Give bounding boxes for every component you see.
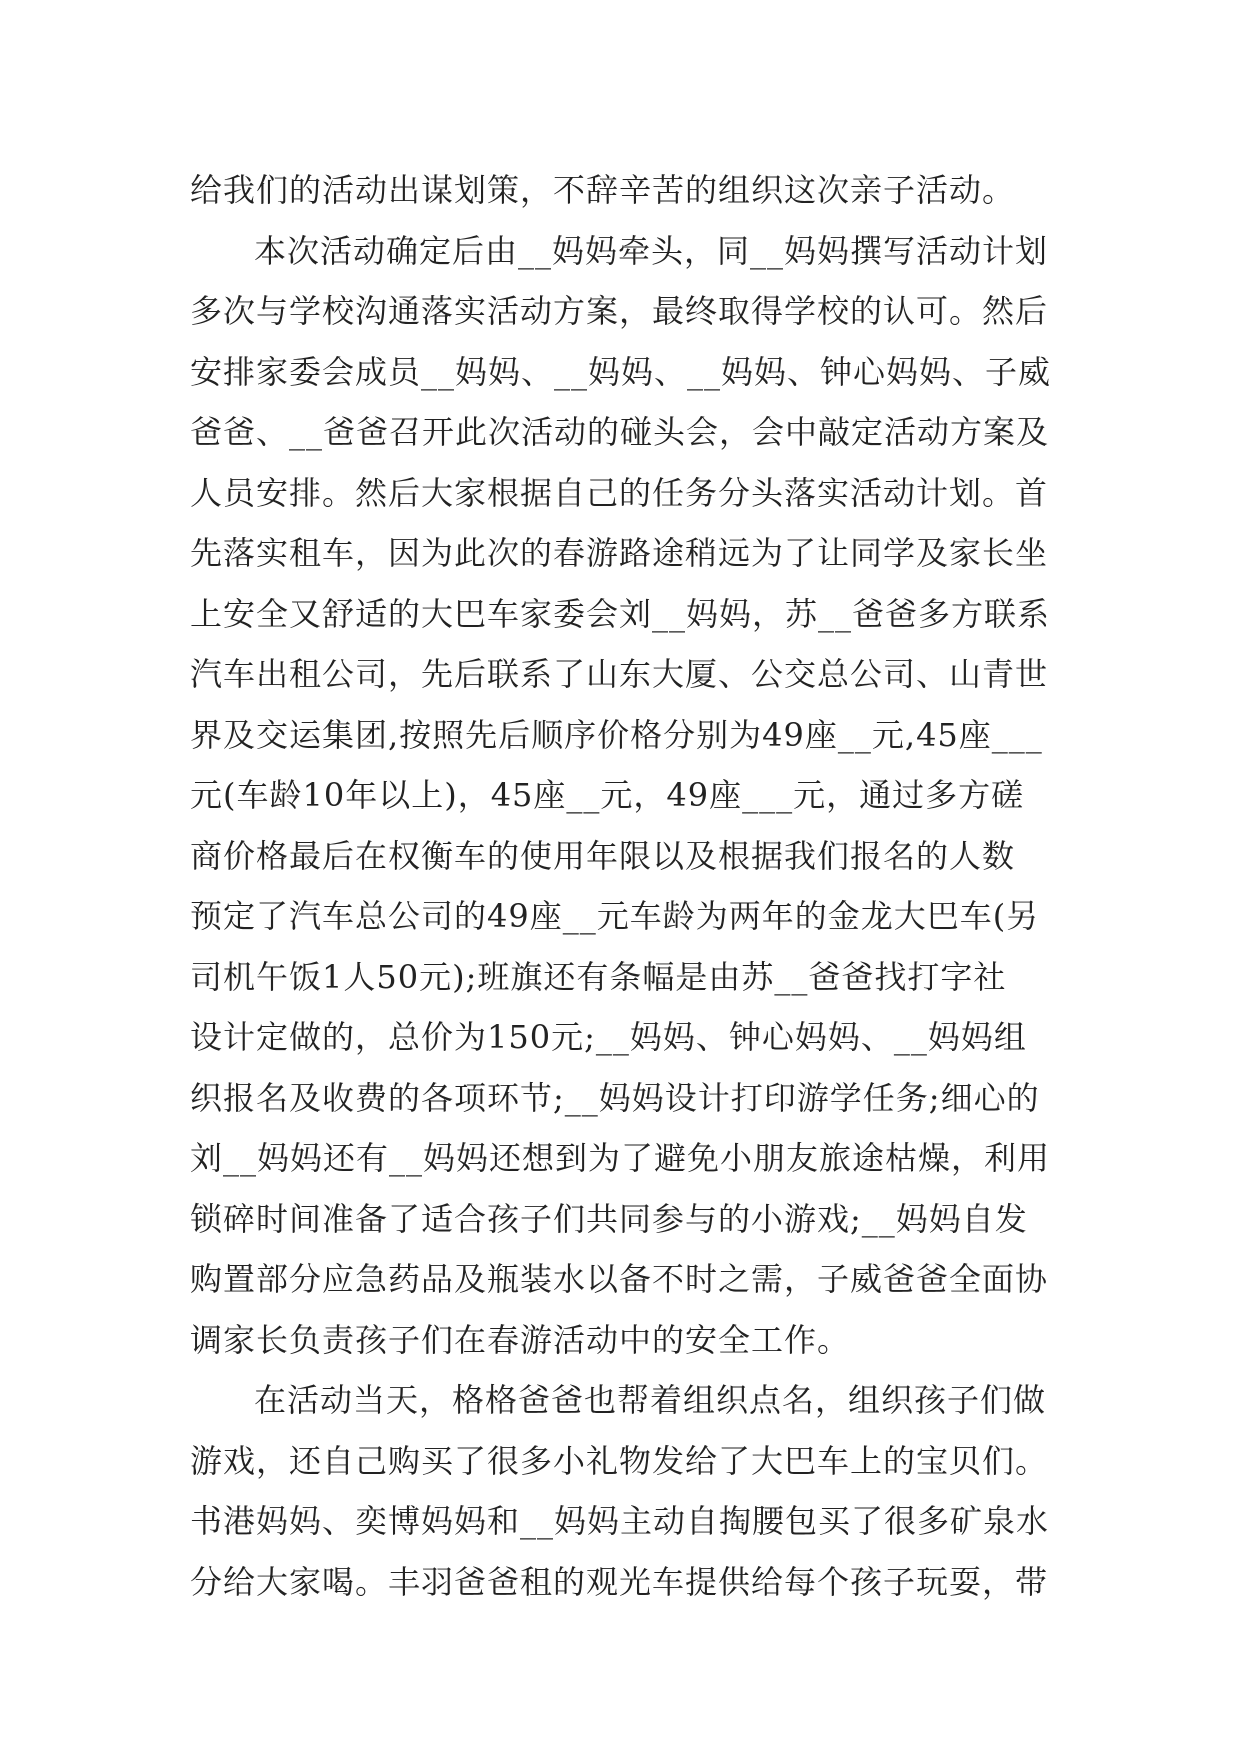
text-line: 元(车龄10年以上)，45座__元，49座___元，通过多方磋 bbox=[190, 776, 1025, 814]
text-line: 织报名及收费的各项环节;__妈妈设计打印游学任务;细心的 bbox=[190, 1078, 1040, 1117]
text-line: 本次活动确定后由__妈妈牵头，同__妈妈撰写活动计划 bbox=[254, 231, 1049, 270]
text-line: 调家长负责孩子们在春游活动中的安全工作。 bbox=[190, 1320, 851, 1359]
text-line: 给我们的活动出谋划策，不辞辛苦的组织这次亲子活动。 bbox=[190, 171, 1016, 209]
text-line: 刘__妈妈还有__妈妈还想到为了避免小朋友旅途枯燥，利用 bbox=[190, 1139, 1051, 1177]
text-line: 先落实租车，因为此次的春游路途稍远为了让同学及家长坐 bbox=[190, 534, 1049, 572]
text-line: 购置部分应急药品及瓶装水以备不时之需，子威爸爸全面协 bbox=[190, 1260, 1049, 1298]
text-line: 书港妈妈、奕博妈妈和__妈妈主动自掏腰包买了很多矿泉水 bbox=[190, 1502, 1050, 1540]
text-line: 人员安排。然后大家根据自己的任务分头落实活动计划。首 bbox=[190, 473, 1049, 512]
text-line: 分给大家喝。丰羽爸爸租的观光车提供给每个孩子玩耍，带 bbox=[190, 1562, 1049, 1601]
text-line: 预定了汽车总公司的49座__元车龄为两年的金龙大巴车(另 bbox=[190, 897, 1040, 935]
text-line: 设计定做的，总价为150元;__妈妈、钟心妈妈、__妈妈组 bbox=[190, 1018, 1027, 1056]
text-line: 在活动当天，格格爸爸也帮着组织点名，组织孩子们做 bbox=[254, 1381, 1047, 1419]
body-text bbox=[190, 160, 1070, 1612]
text-line: 游戏，还自己购买了很多小礼物发给了大巴车上的宝贝们。 bbox=[190, 1441, 1049, 1480]
text-line: 多次与学校沟通落实活动方案，最终取得学校的认可。然后 bbox=[190, 292, 1049, 330]
text-line: 商价格最后在权衡车的使用年限以及根据我们报名的人数 bbox=[190, 836, 1016, 875]
text-line: 爸爸、__爸爸召开此次活动的碰头会，会中敲定活动方案及 bbox=[190, 413, 1050, 451]
text-line: 汽车出租公司，先后联系了山东大厦、公交总公司、山青世 bbox=[190, 655, 1049, 693]
text-line: 司机午饭1人50元);班旗还有条幅是由苏__爸爸找打字社 bbox=[190, 957, 1007, 996]
text-line: 上安全又舒适的大巴车家委会刘__妈妈，苏__爸爸多方联系 bbox=[190, 594, 1051, 633]
text-line: 锁碎时间准备了适合孩子们共同参与的小游戏;__妈妈自发 bbox=[190, 1199, 1028, 1238]
text-line: 界及交运集团,按照先后顺序价格分别为49座__元,45座___ bbox=[190, 715, 1043, 754]
text-line: 安排家委会成员__妈妈、__妈妈、__妈妈、钟心妈妈、子威 bbox=[190, 352, 1052, 391]
